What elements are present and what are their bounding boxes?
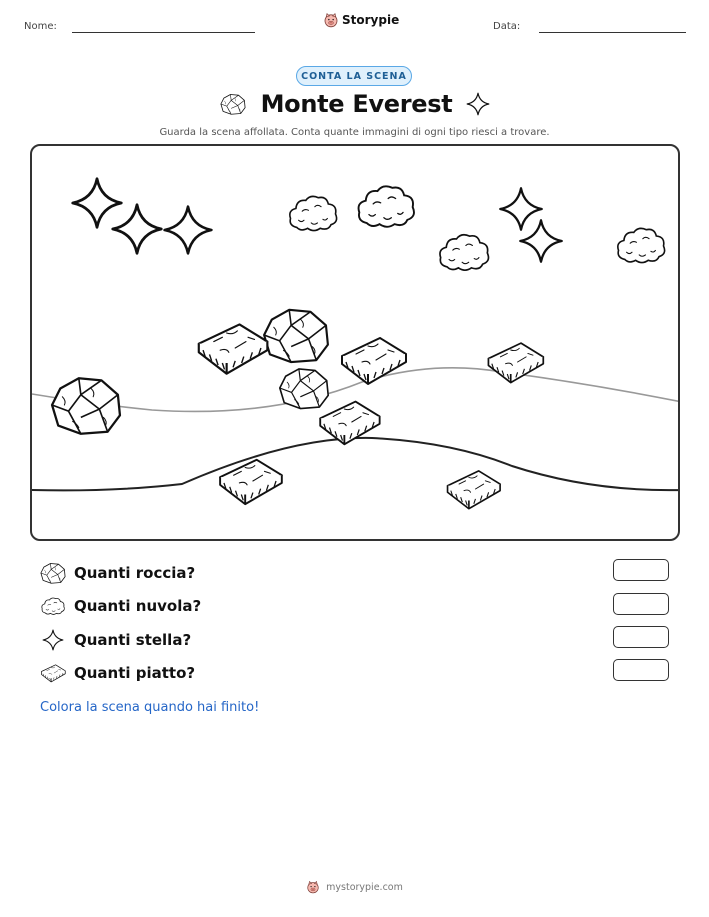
star-icon xyxy=(500,188,541,229)
brand-name: Storypie xyxy=(342,13,400,27)
counting-scene[interactable] xyxy=(30,144,680,541)
plate-icon xyxy=(448,471,501,509)
name-label: Nome: xyxy=(24,21,57,32)
star-icon xyxy=(520,220,561,261)
coloring-note: Colora la scena quando hai finito! xyxy=(40,700,260,715)
cloud-icon xyxy=(290,196,337,230)
section-badge: CONTA LA SCENA xyxy=(296,66,412,86)
answer-box-clouds[interactable] xyxy=(613,593,669,615)
star-icon xyxy=(40,629,66,651)
instructions: Guarda la scena affollata. Conta quante immagini di ogni tipo riesci a trovare. xyxy=(159,127,550,138)
rock-icon xyxy=(264,310,328,362)
answer-box-plates[interactable] xyxy=(613,659,669,681)
question-text: Quanti stella? xyxy=(74,631,192,649)
cloud-icon xyxy=(618,228,665,262)
star-icon xyxy=(113,205,162,254)
question-text: Quanti roccia? xyxy=(74,564,196,582)
website-footer xyxy=(0,880,709,894)
date-label: Data: xyxy=(493,21,521,32)
star-icon xyxy=(165,207,212,254)
page-title: Monte Everest xyxy=(260,90,453,118)
scene-drawing xyxy=(32,146,680,541)
cloud-icon xyxy=(40,595,66,617)
cloud-icon xyxy=(359,186,414,226)
title-row xyxy=(0,90,709,118)
answer-box-rocks[interactable] xyxy=(613,559,669,581)
star-icon xyxy=(73,179,122,228)
pig-icon xyxy=(306,880,320,894)
question-clouds xyxy=(40,595,201,617)
plate-icon xyxy=(342,338,406,384)
question-text: Quanti nuvola? xyxy=(74,597,202,615)
plate-icon xyxy=(199,324,268,373)
rock-icon xyxy=(52,378,120,434)
pig-icon xyxy=(323,12,339,28)
plate-icon xyxy=(40,662,66,684)
star-icon xyxy=(466,92,490,116)
question-plates xyxy=(40,662,195,684)
website-url: mystorypie.com xyxy=(326,881,403,893)
brand-logo xyxy=(323,12,399,28)
question-rocks xyxy=(40,562,195,584)
date-input-line[interactable] xyxy=(539,32,686,33)
question-stars xyxy=(40,629,191,651)
answer-box-stars[interactable] xyxy=(613,626,669,648)
rock-icon xyxy=(280,369,328,409)
name-input-line[interactable] xyxy=(72,32,255,33)
rock-icon xyxy=(40,562,66,584)
plate-icon xyxy=(220,460,282,504)
cloud-icon xyxy=(440,235,489,270)
rock-icon xyxy=(219,93,247,115)
question-text: Quanti piatto? xyxy=(74,664,196,682)
